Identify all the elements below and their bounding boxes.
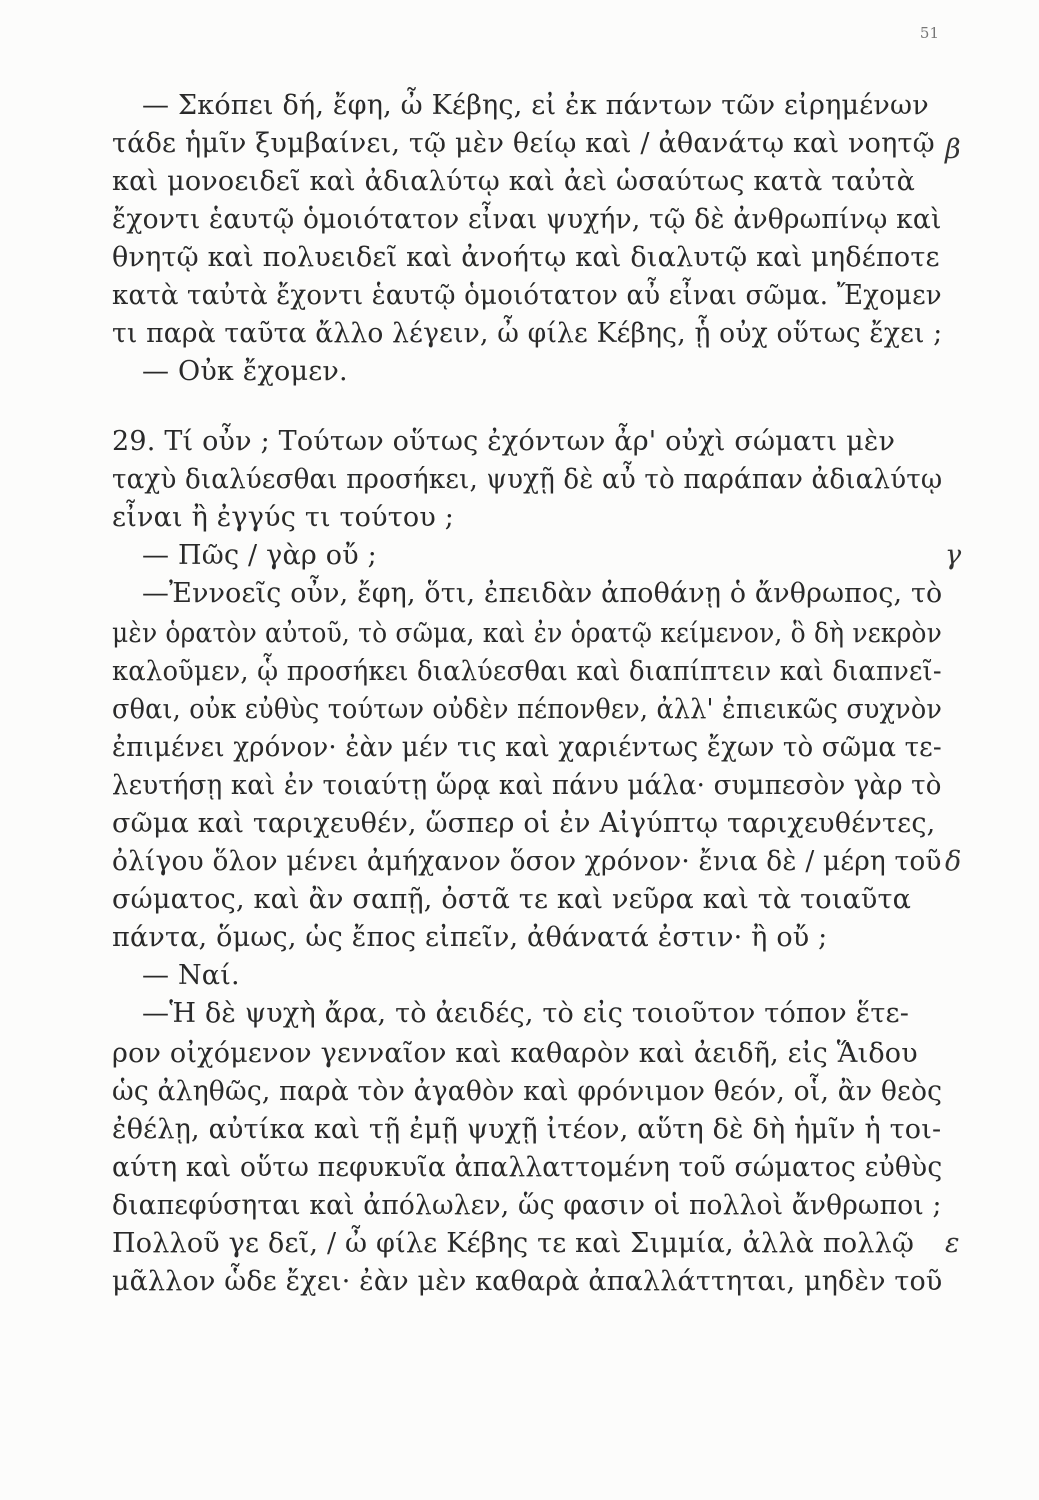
text-line: σθαι, οὐκ εὐθὺς τούτων οὐδὲν πέπονθεν, ἀλλ' ἐπιεικῶς συχνὸν	[112, 694, 943, 725]
text-line: — Σκόπει δή, ἔφη, ὦ Κέβης, εἰ ἐκ πάντων τῶν εἰρημένων	[142, 90, 929, 121]
text-line: ὀλίγου ὅλον μένει ἀμήχανον ὅσον χρόνον· ἔνια δὲ / μέρη τοῦ	[112, 846, 942, 877]
text-line: διαπεφύσηται καὶ ἀπόλωλεν, ὥς φασιν οἱ πολλοὶ ἄνθρωποι ;	[112, 1190, 942, 1221]
text-line: —Ἡ δὲ ψυχὴ ἄρα, τὸ ἀειδές, τὸ εἰς τοιοῦτον τόπον ἕτε-	[142, 998, 910, 1029]
text-line: καλοῦμεν, ᾧ προσήκει διαλύεσθαι καὶ διαπίπτειν καὶ διαπνεῖ-	[112, 656, 942, 687]
text-line: πάντα, ὅμως, ὡς ἔπος εἰπεῖν, ἀθάνατά ἐστιν· ἢ οὔ ;	[112, 922, 828, 953]
text-line: μᾶλλον ὧδε ἔχει· ἐὰν μὲν καθαρὰ ἀπαλλάττηται, μηδὲν τοῦ	[112, 1266, 943, 1297]
text-line: ἐθέλῃ, αὐτίκα καὶ τῇ ἐμῇ ψυχῇ ἰτέον, αὕτη δὲ δὴ ἡμῖν ἡ τοι-	[112, 1114, 942, 1145]
text-line: θνητῷ καὶ πολυειδεῖ καὶ ἀνοήτῳ καὶ διαλυτῷ καὶ μηδέποτε	[112, 242, 940, 273]
text-line: καὶ μονοειδεῖ καὶ ἀδιαλύτῳ καὶ ἀεὶ ὡσαύτως κατὰ ταὐτὰ	[112, 166, 916, 197]
text-line: αύτη καὶ οὕτω πεφυκυῖα ἀπαλλαττομένη τοῦ σώματος εὐθὺς	[112, 1152, 943, 1183]
margin-section-letter-b: β	[945, 134, 961, 165]
text-line: σῶμα καὶ ταριχευθέν, ὥσπερ οἱ ἐν Αἰγύπτῳ ταριχευθέντες,	[112, 808, 936, 839]
page-number: 51	[919, 24, 939, 42]
text-line: τάδε ἡμῖν ξυμβαίνει, τῷ μὲν θείῳ καὶ / ἀθανάτῳ καὶ νοητῷ	[112, 128, 935, 159]
text-line: ταχὺ διαλύεσθαι προσήκει, ψυχῇ δὲ αὖ τὸ παράπαν ἀδιαλύτῳ	[112, 464, 943, 495]
text-line: Πολλοῦ γε δεῖ, / ὦ φίλε Κέβης τε καὶ Σιμμία, ἀλλὰ πολλῷ	[112, 1228, 915, 1259]
text-line: μὲν ὁρατὸν αὐτοῦ, τὸ σῶμα, καὶ ἐν ὁρατῷ κείμενον, ὃ δὴ νεκρὸν	[112, 618, 942, 649]
text-line: κατὰ ταὐτὰ ἔχοντι ἑαυτῷ ὁμοιότατον αὖ εἶναι σῶμα. Ἔχομεν	[112, 280, 942, 311]
margin-section-letter-g: γ	[945, 540, 962, 571]
text-line: σώματος, καὶ ἂν σαπῇ, ὀστᾶ τε καὶ νεῦρα καὶ τὰ τοιαῦτα	[112, 884, 912, 915]
text-line: ὡς ἀληθῶς, παρὰ τὸν ἀγαθὸν καὶ φρόνιμον θεόν, οἷ, ἂν θεὸς	[112, 1076, 943, 1107]
text-line: ἔχοντι ἑαυτῷ ὁμοιότατον εἶναι ψυχήν, τῷ δὲ ἀνθρωπίνῳ καὶ	[112, 204, 942, 235]
text-line: ρον οἰχόμενον γενναῖον καὶ καθαρὸν καὶ ἀειδῆ, εἰς Ἅιδου	[112, 1038, 918, 1069]
margin-section-letter-d: δ	[945, 846, 962, 877]
text-line: 29. Τί οὖν ; Τούτων οὕτως ἐχόντων ἆρ' οὐχὶ σώματι μὲν	[112, 426, 896, 457]
margin-section-letter-e: ε	[945, 1228, 960, 1259]
text-line: — Οὐκ ἔχομεν.	[142, 356, 348, 387]
text-line: ἐπιμένει χρόνον· ἐὰν μέν τις καὶ χαριέντως ἔχων τὸ σῶμα τε-	[112, 732, 942, 763]
text-line: — Πῶς / γὰρ οὔ ;	[142, 540, 377, 571]
text-line: —Ἐννοεῖς οὖν, ἔφη, ὅτι, ἐπειδὰν ἀποθάνῃ ὁ ἄνθρωπος, τὸ	[142, 578, 943, 609]
text-line: — Ναί.	[142, 960, 240, 991]
text-line: λευτήσῃ καὶ ἐν τοιαύτῃ ὥρᾳ καὶ πάνυ μάλα· συμπεσὸν γὰρ τὸ	[112, 770, 942, 801]
text-line: εἶναι ἢ ἐγγύς τι τούτου ;	[112, 502, 455, 533]
text-line: τι παρὰ ταῦτα ἄλλο λέγειν, ὦ φίλε Κέβης, ᾗ οὐχ οὕτως ἔχει ;	[112, 318, 943, 349]
